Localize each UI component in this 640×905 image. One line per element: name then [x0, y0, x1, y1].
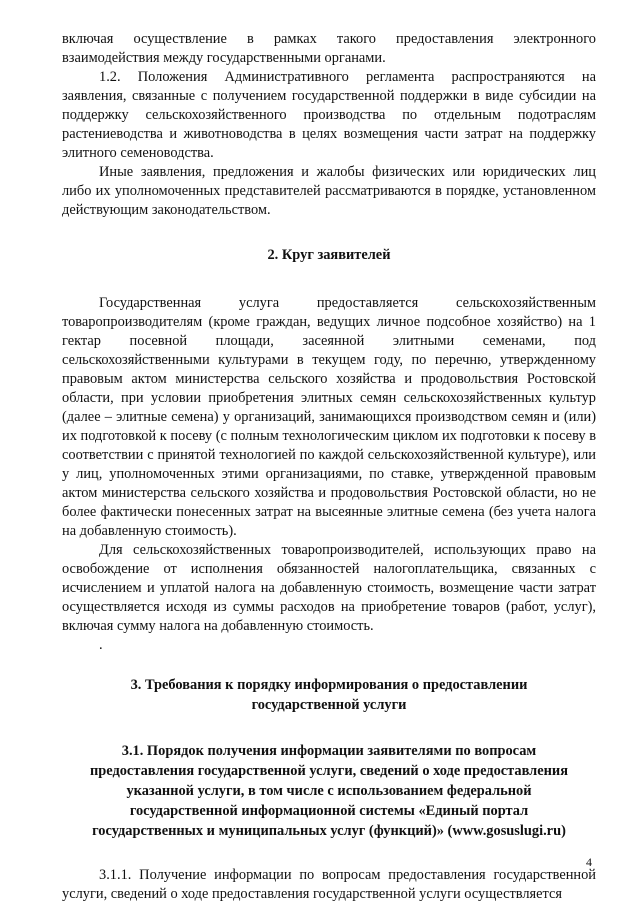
heading-line: предоставления государственной услуги, сведений о ходе предоставления [89, 763, 569, 779]
stray-dot: . [99, 637, 103, 653]
heading-line: государственных и муниципальных услуг (функций)» (www.gosuslugi.ru) [92, 823, 566, 839]
heading-line: указанной услуги, в том числе с использованием федеральной [126, 783, 532, 799]
paragraph-continuation: включая осуществление в рамках такого предоставления электронного взаимодействия между государственными органами. [62, 31, 596, 66]
paragraph-service-recipients: Государственная услуга предоставляется сельскохозяйственным товаропроизводителям (кроме граждан, ведущих личное подсобное хозяйство) на 1 гектар посевной площади, засеянной элитными семенами, под сельскохозяйственными культурами в текущем году, по перечню, утвержденному правовым актом министерства сельского хозяйства и продовольствия Ростовской области, при условии приобретения элитных семян сельскохозяйственных культур (далее – элитные семена) у организаций, занимающихся производством семян и (или) их подготовкой к посеву (с полным технологическим циклом их подготовки к посеву в соответствии с принятой технологией по каждой сельскохозяйственной культуре), или у лиц, уполномоченных этими организациями, по ставке, утвержденной правовым актом министерства сельского хозяйства и продовольствия Ростовской области, но не более фактически понесенных затрат на высеянные элитные семена (без учета налога на добавленную стоимость). [62, 295, 596, 539]
heading-line: 3. Требования к порядку информирования о предоставлении [130, 677, 528, 693]
heading-line: государственной услуги [251, 697, 407, 713]
page-content [62, 30, 596, 904]
page-number: 4 [586, 855, 592, 869]
paragraph-3-1-1: 3.1.1. Получение информации по вопросам предоставления государственной услуги, сведений о ходе предоставления государственной услуги осуществляется [62, 867, 596, 902]
paragraph-other-applications: Иные заявления, предложения и жалобы физических или юридических лиц либо их уполномоченных представителей рассматриваются в порядке, установленном действующим законодательством. [62, 164, 596, 218]
section-heading-informing [62, 675, 596, 715]
paragraph-vat-exemption: Для сельскохозяйственных товаропроизводителей, использующих право на освобождение от исполнения обязанностей налогоплательщика, связанных с исчислением и уплатой налога на добавленную стоимость, возмещение части затрат осуществляется исходя из суммы расходов на приобретение товаров (работ, услуг), включая сумму налога на добавленную стоимость. [62, 542, 596, 634]
heading-line: государственной информационной системы «Единый портал [129, 803, 529, 819]
subsection-heading-3-1 [62, 741, 596, 841]
paragraph-1-2: 1.2. Положения Административного регламента распространяются на заявления, связанные с получением государственной поддержки в виде субсидии на поддержку сельскохозяйственного производства по отдельным подотраслям растениеводства и животноводства в целях возмещения части затрат на поддержку элитного семеноводства. [62, 69, 596, 161]
heading-line: 3.1. Порядок получения информации заявителями по вопросам [121, 743, 537, 759]
section-heading-applicants: 2. Круг заявителей [267, 247, 391, 263]
